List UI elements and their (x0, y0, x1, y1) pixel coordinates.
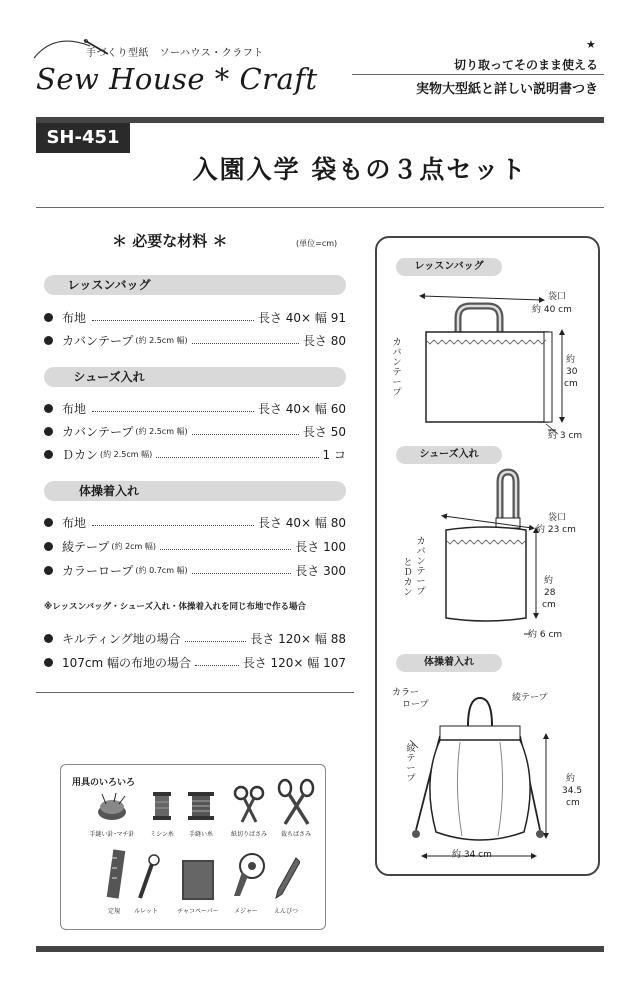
materials-heading: ＊ 必要な材料 ＊ (112, 232, 228, 250)
page-title: 入園入学 袋もの３点セット (192, 155, 528, 184)
shoes-bag-width-label: 約 23 cm (536, 525, 576, 535)
shoes-bag-gusset-label: 約 6 cm (528, 630, 563, 640)
tool-label: ミシン糸 (150, 831, 174, 838)
thread-spool-icon (150, 790, 174, 822)
bullet-icon (44, 404, 53, 413)
lesson-bag-tape-label: カバンテープ (392, 338, 402, 398)
shoes-bag-tape-label-2: とＤカン (403, 558, 413, 598)
tagline-divider (352, 74, 604, 75)
lesson-bag-height-prefix: 約 (566, 355, 576, 365)
material-row: カラーロープ (約 0.7cm 幅) 長さ 300 (44, 561, 346, 579)
bullet-icon (44, 450, 53, 459)
category-label: 体操着入れ (78, 484, 139, 498)
paper-scissors-icon (232, 784, 266, 824)
gym-bag-rope-label-1: カラー (392, 688, 420, 698)
tools-title: 用具のいろいろ (72, 778, 136, 788)
tracing-wheel-icon (134, 852, 160, 902)
tool-label: 定規 (107, 908, 120, 915)
shoes-bag-diagram (396, 462, 596, 642)
hand-thread-icon (186, 790, 216, 822)
material-row: Ｄカン (約 2.5cm 幅) 1 コ (44, 445, 346, 463)
unit-note: (単位=cm) (296, 239, 338, 248)
bullet-icon (44, 313, 53, 322)
fabric-shears-icon (276, 778, 318, 826)
tool-label: えんぴつ (273, 908, 298, 915)
star-icon: ★ (586, 38, 596, 51)
lesson-bag-height-unit: cm (564, 379, 578, 389)
shoes-bag-height-prefix: 約 (544, 576, 554, 586)
bullet-icon (44, 566, 53, 575)
gym-bag-height-value: 34.5 (562, 786, 583, 796)
diagram-title-shoes-bag: シューズ入れ (396, 446, 502, 464)
category-label: レッスンバッグ (67, 278, 151, 292)
tape-measure-icon (228, 852, 268, 900)
material-row: 綾テープ (約 2cm 幅) 長さ 100 (44, 537, 346, 555)
bullet-icon (44, 427, 53, 436)
gym-bag-height-prefix: 約 (566, 774, 576, 784)
lesson-bag-width-label: 約 40 cm (532, 305, 572, 315)
material-row: 107cm 幅の布地の場合 長さ 120× 幅 107 (44, 653, 346, 671)
gym-bag-tape-label-vertical: 綾テープ (406, 744, 416, 784)
tool-label: メジャー (234, 908, 258, 915)
lesson-bag-height-value: 30 (566, 367, 578, 377)
footer-rule (36, 946, 604, 952)
shoes-bag-tape-label-1: カバンテープ (416, 537, 426, 597)
material-row: カバンテープ (約 2.5cm 幅) 長さ 80 (44, 331, 346, 349)
tool-label: ルレット (134, 908, 158, 915)
same-fabric-note: ※レッスンバッグ・シューズ入れ・体操着入れを同じ布地で作る場合 (44, 602, 306, 612)
tool-label: 手縫い針･マチ針 (89, 831, 135, 838)
gym-bag-width-label: 約 34 cm (452, 850, 492, 860)
tool-label: 紙切りばさみ (230, 831, 267, 838)
shoes-bag-height-unit: cm (542, 600, 556, 610)
materials-rule (36, 692, 354, 693)
category-shoes-bag (44, 367, 346, 387)
pincushion-icon (92, 792, 132, 822)
tool-label: 裁ちばさみ (280, 831, 311, 838)
gym-bag-height-unit: cm (566, 798, 580, 808)
tool-label: 手縫い糸 (188, 831, 213, 838)
bullet-icon (44, 542, 53, 551)
bullet-icon (44, 336, 53, 345)
bullet-icon (44, 518, 53, 527)
category-label: シューズ入れ (73, 370, 145, 384)
material-row: 布地 長さ 40× 幅 80 (44, 513, 346, 531)
chalk-paper-icon (180, 858, 218, 902)
category-gym-bag (44, 481, 346, 501)
title-rule (36, 207, 604, 208)
lesson-bag-opening-label: 袋口 (548, 292, 567, 302)
bullet-icon (44, 634, 53, 643)
tool-label: チャコペーパー (177, 908, 219, 915)
lesson-bag-gusset-label: 約 3 cm (548, 431, 583, 441)
tagline-2: 実物大型紙と詳しい説明書つき (415, 82, 598, 97)
product-code: SH-451 (36, 123, 130, 153)
material-row: カバンテープ (約 2.5cm 幅) 長さ 50 (44, 422, 346, 440)
material-row: 布地 長さ 40× 幅 91 (44, 308, 346, 326)
shoes-bag-height-value: 28 (544, 588, 556, 598)
diagram-title-gym-bag: 体操着入れ (396, 654, 502, 672)
tagline-1: 切り取ってそのまま使える (453, 58, 598, 72)
shoes-bag-opening-label: 袋口 (548, 513, 567, 523)
ruler-icon (106, 848, 130, 900)
material-row: キルティング地の場合 長さ 120× 幅 88 (44, 629, 346, 647)
bullet-icon (44, 658, 53, 667)
brand-subtitle: 手づくり型紙 ソーハウス・クラフト (86, 48, 264, 59)
gym-bag-rope-label-2: ロープ (402, 700, 429, 710)
brand-logo: Sew House * Craft (36, 62, 318, 96)
pencil-icon (274, 856, 300, 900)
gym-bag-tape-label: 綾テープ (512, 693, 548, 703)
diagram-title-lesson-bag: レッスンバッグ (396, 258, 502, 276)
category-lesson-bag (44, 275, 346, 295)
material-row: 布地 長さ 40× 幅 60 (44, 399, 346, 417)
